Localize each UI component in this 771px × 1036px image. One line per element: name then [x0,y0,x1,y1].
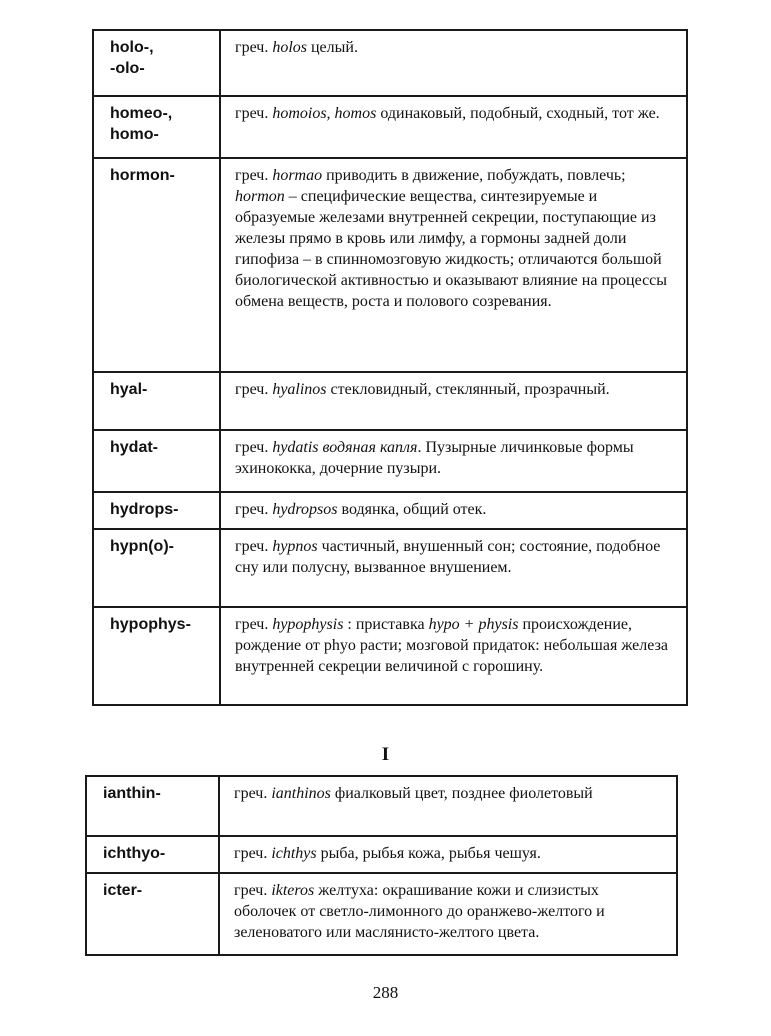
source-word: hydatis [272,439,319,456]
term-text: hypophys- [110,616,191,633]
definition-cell [220,158,687,372]
section-letter-heading: I [381,744,390,765]
definition-text: целый. [306,39,358,56]
term-cell [93,158,220,372]
table-row [93,607,687,705]
source-word: hypophysis [272,616,344,633]
definition-text: стекловидный, стеклянный, прозрачный. [326,381,610,398]
definition-cell [219,776,677,836]
source-word: hypnos [272,538,318,555]
table-row [93,96,687,158]
source-word: homoios, homos [272,105,377,122]
definition-text: приводить в движение, побуждать, повлечь; [322,167,626,184]
term-text: hormon- [110,167,175,184]
definition-text: : приставка [343,616,429,633]
source-word: hyalinos [272,381,327,398]
language-label: греч. [235,167,269,184]
definition-cell [220,372,687,430]
language-label: греч. [235,616,269,633]
language-label: греч. [235,381,269,398]
term-text: holo-, [110,39,154,56]
term-text: homeo-, [110,105,173,122]
term-text: icter- [103,882,143,899]
definition-text: водянка, общий отек. [337,501,487,518]
term-text: hydat- [110,439,158,456]
source-word: hydropsos [272,501,338,518]
definition-text: – специфические вещества, синтезируемые и образуемые железами внутренней секреции, поступающие из железы прямо в кровь или лимфу, а гормоны задней доли гипофиза – в спинномозговую жидкость; отличаются большой биологической активностью и оказывают влияние на процессы обмена веществ, роста и полового созревания. [235,188,668,310]
term-cell [93,607,220,705]
language-label: греч. [235,39,269,56]
table-row [93,372,687,430]
term-cell [93,372,220,430]
term-text: ianthin- [103,785,161,802]
language-label: греч. [234,882,268,899]
term-cell [93,430,220,492]
term-text: hydrops- [110,501,179,518]
term-text: homo- [110,126,159,143]
table-row [86,873,677,955]
source-word: hormon [235,188,285,205]
definition-text: . Пузырные личинковые формы эхинококка, дочерние пузыри. [235,439,634,477]
definition-text: рыба, рыбья кожа, рыбья чешуя. [316,845,541,862]
language-label: греч. [235,501,269,518]
source-gloss: водяная капля [322,439,418,456]
source-word: ikteros [271,882,315,899]
source-word: ichthys [271,845,317,862]
term-text: hypn(o)- [110,538,174,555]
definition-cell [220,30,687,96]
term-cell [86,776,219,836]
definition-text: желтуха: окрашивание кожи и слизистых оболочек от светло-лимонного до оранжево-желтого и зеленоватого или маслянисто-желтого цвета. [234,882,605,941]
definition-text: одинаковый, подобный, сходный, тот же. [376,105,660,122]
definition-text: частичный, внушенный сон; состояние, подобное сну или полусну, вызванное внушением. [235,538,661,576]
table-row [93,492,687,529]
language-label: греч. [235,538,269,555]
glossary-table-h [92,29,688,706]
definition-text: фиалковый цвет, позднее фиолетовый [330,785,593,802]
term-text: ichthyo- [103,845,166,862]
term-cell [93,30,220,96]
language-label: греч. [235,105,269,122]
glossary-table-i [85,775,678,956]
table-row [93,30,687,96]
term-cell [86,836,219,873]
definition-cell [220,430,687,492]
source-word: hypo + physis [428,616,519,633]
source-word: holos [272,39,307,56]
language-label: греч. [235,439,269,456]
table-row [86,776,677,836]
definition-text: происхождение, рождение от phyo расти; мозговой придаток: небольшая железа внутренней секреции величиной с горошину. [235,616,668,675]
source-word: hormao [272,167,323,184]
definition-cell [220,96,687,158]
definition-cell [219,836,677,873]
term-cell [93,96,220,158]
table-row [86,836,677,873]
source-word: ianthinos [271,785,331,802]
language-label: греч. [234,845,268,862]
definition-cell [220,529,687,607]
term-cell [86,873,219,955]
term-text: hyal- [110,381,148,398]
term-text: -olo- [110,60,145,77]
definition-cell [219,873,677,955]
definition-cell [220,492,687,529]
language-label: греч. [234,785,268,802]
table-row [93,529,687,607]
term-cell [93,492,220,529]
term-cell [93,529,220,607]
definition-cell [220,607,687,705]
table-row [93,430,687,492]
page-number: 288 [372,983,399,1002]
table-row [93,158,687,372]
